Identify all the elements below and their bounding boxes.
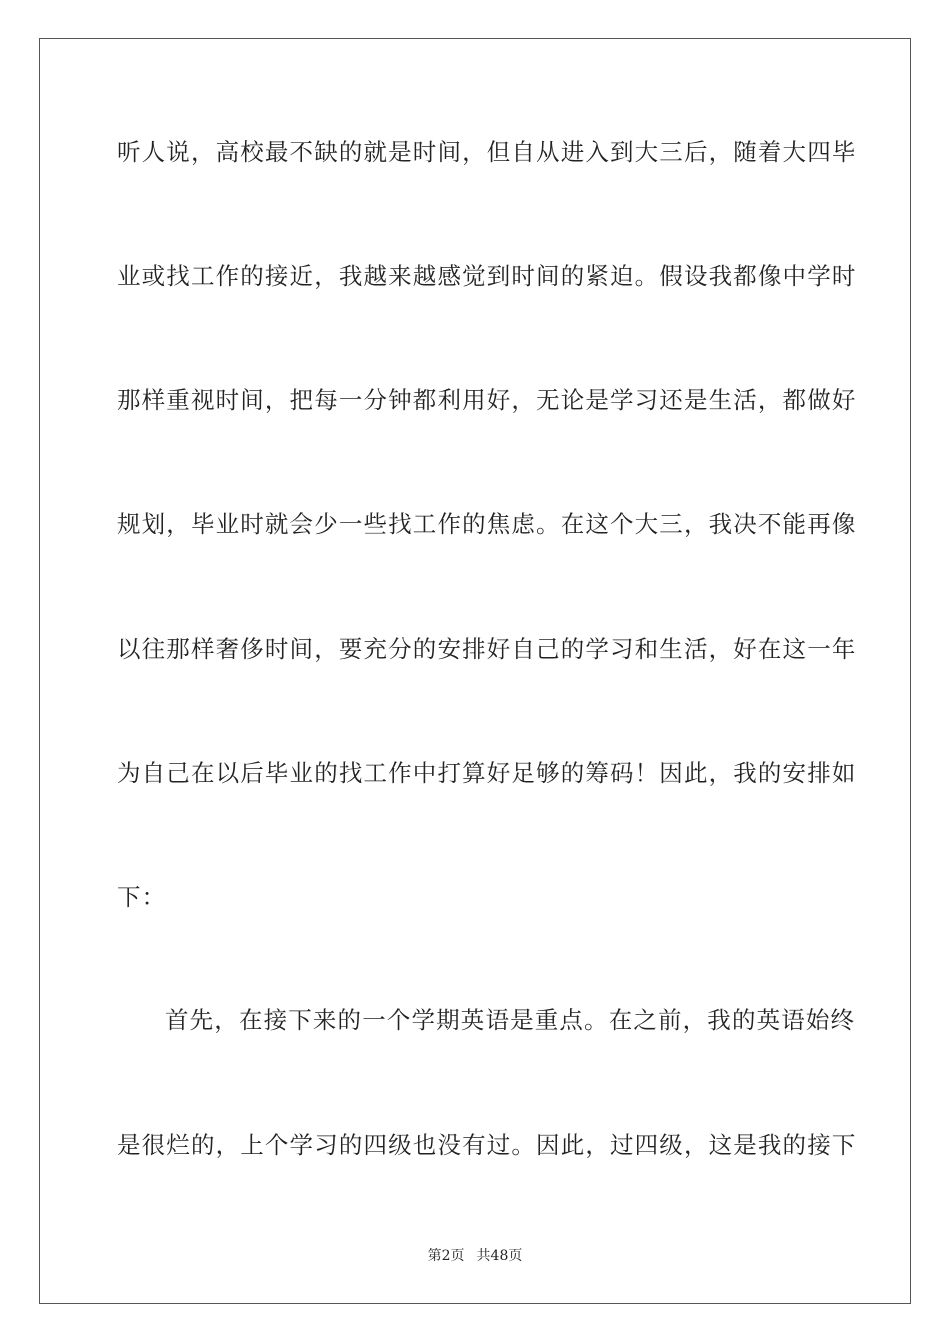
paragraph-line: 规划，毕业时就会少一些找工作的焦虑。在这个大三，我决不能再像 — [117, 510, 857, 538]
page-number: 第2页 — [427, 1248, 465, 1264]
page-footer — [0, 1246, 950, 1266]
paragraph-line: 下： — [117, 883, 167, 911]
paragraph-line: 那样重视时间，把每一分钟都利用好，无论是学习还是生活，都做好 — [117, 386, 857, 414]
paragraph-line: 以往那样奢侈时间，要充分的安排好自己的学习和生活，好在这一年 — [117, 635, 857, 663]
paragraph-line-indented: 首先，在接下来的一个学期英语是重点。在之前，我的英语始终 — [165, 1006, 856, 1034]
paragraph-line: 听人说，高校最不缺的就是时间，但自从进入到大三后，随着大四毕 — [117, 138, 857, 166]
total-pages: 共48页 — [476, 1248, 523, 1264]
paragraph-line: 为自己在以后毕业的找工作中打算好足够的筹码！因此，我的安排如 — [117, 759, 857, 787]
paragraph-line: 业或找工作的接近，我越来越感觉到时间的紧迫。假设我都像中学时 — [117, 262, 857, 290]
paragraph-line: 是很烂的，上个学习的四级也没有过。因此，过四级，这是我的接下 — [117, 1131, 857, 1159]
